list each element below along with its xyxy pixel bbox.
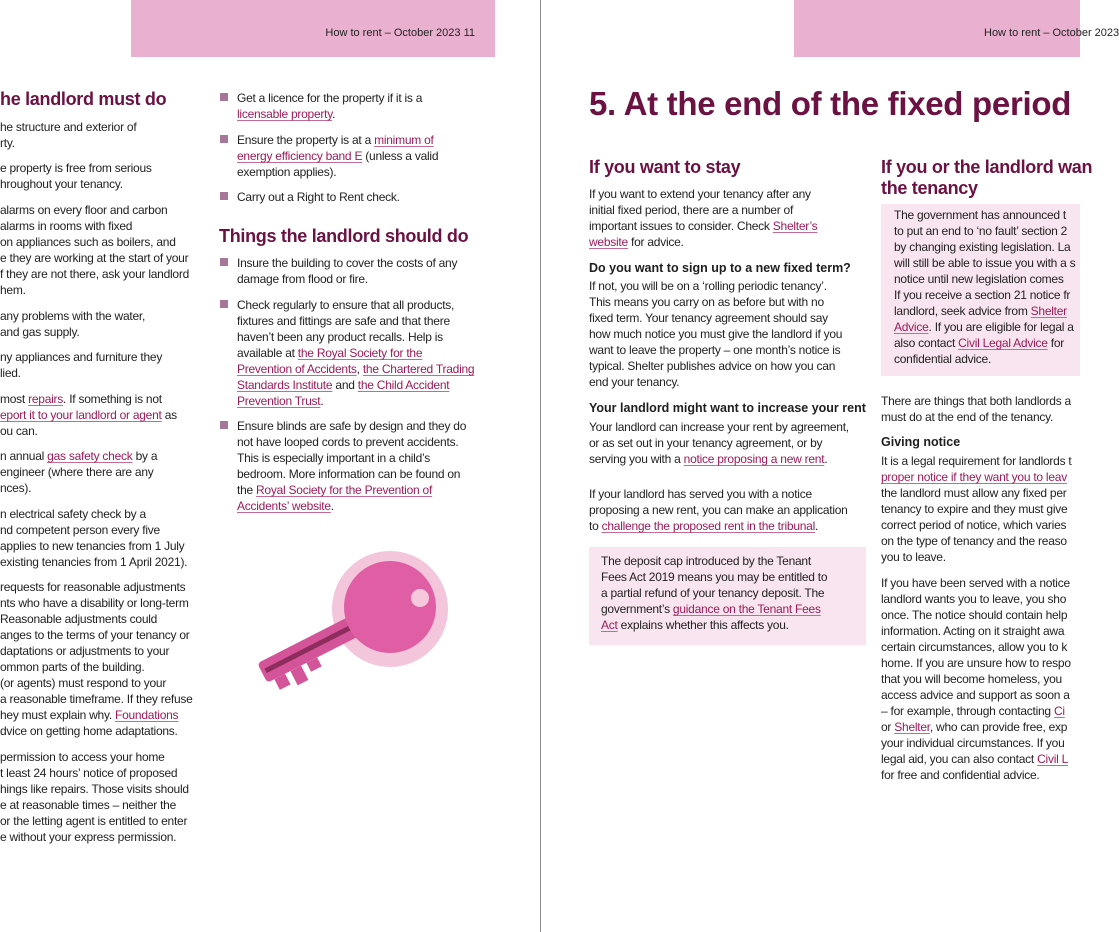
proper-notice-link[interactable]: proper notice if they want you to leav — [881, 470, 1067, 484]
tenant-fees-guidance-link[interactable]: guidance on the Tenant Fees — [672, 602, 821, 616]
paragraph: any problems with the water, and gas supply. — [0, 309, 146, 339]
tenant-fees-guidance-link[interactable]: Act — [601, 618, 618, 632]
paragraph: Your landlord can increase your rent by agreement, or as set out in your tenancy agreement, or by serving you with a notice proposing a new rent. — [589, 420, 849, 466]
bullet-text: Ensure the property is at a minimum of energy efficiency band E (unless a valid exemption applies). — [237, 133, 439, 179]
bullet-marker — [220, 421, 228, 429]
paragraph: e property is free from serious hroughout your tenancy. — [0, 161, 152, 191]
bullet-marker — [220, 135, 228, 143]
subheading: Do you want to sign up to a new fixed term? — [589, 261, 851, 275]
bullet-text: Carry out a Right to Rent check. — [237, 190, 400, 204]
shelter-website-link[interactable]: Shelter’s — [772, 219, 818, 233]
section-heading: If you or the landlord wan the tenancy — [881, 157, 1093, 198]
min-efficiency-link[interactable]: minimum of — [374, 133, 434, 147]
civil-legal-advice-link[interactable]: Civil L — [1037, 752, 1069, 766]
paragraph: If you have been served with a notice landlord wants you to leave, you sho once. The notice should contain help information. Acting on it straight awa certain circumstances, allow you to k home. If you are unsure how to respo that you will become homeless, you access advice and support as soon a – for example, through contacting Ci or Shelter, who can provide free, exp your individual circumstances. If you legal aid, you can also contact Civil L for free and confidential advice. — [881, 576, 1071, 782]
ctsi-link[interactable]: Standards Institute — [237, 378, 333, 392]
paragraph: most repairs. If something is not eport it to your landlord or agent as ou can. — [0, 392, 177, 438]
report-link[interactable]: eport it to your landlord or agent — [0, 408, 162, 422]
paragraph: n annual gas safety check by a engineer (where there are any nces). — [0, 449, 158, 495]
section-heading: he landlord must do — [0, 89, 167, 109]
bullet-text: Get a licence for the property if it is a licensable property. — [237, 91, 423, 121]
licensable-property-link[interactable]: licensable property — [237, 107, 333, 121]
bullet-marker — [220, 258, 228, 266]
right-header-band — [794, 0, 1119, 57]
notice-new-rent-link[interactable]: notice proposing a new rent — [683, 452, 825, 466]
rospa-link[interactable]: the Royal Society for the — [297, 346, 423, 360]
foundations-link[interactable]: Foundations — [115, 708, 179, 722]
subheading: Giving notice — [881, 435, 961, 449]
shelter-link[interactable]: Shelter — [894, 720, 930, 734]
paragraph: If your landlord has served you with a notice proposing a new rent, you can make an application to challenge the proposed rent in the tribunal. — [589, 487, 848, 533]
efficiency-band-link[interactable]: energy efficiency band E — [237, 149, 363, 163]
rospa-website-link[interactable]: Accidents’ website — [237, 499, 331, 513]
paragraph: It is a legal requirement for landlords t proper notice if they want you to leav the landlord must allow any fixed per tenancy to expire and they must give correct period of notice, which varies on the type of tenancy and the reaso you to leave. — [881, 454, 1072, 564]
running-head: How to rent – October 2023 11 — [325, 27, 475, 39]
paragraph: permission to access your home t least 24 hours’ notice of proposed hings like repairs. Those visits should e at reasonable times – neither the or the letting agent is entitled to enter e without your express permission. — [0, 750, 189, 844]
capt-link[interactable]: Prevention Trust — [237, 394, 321, 408]
paragraph: ny appliances and furniture they lied. — [0, 350, 163, 380]
callout-text: The government has announced t to put an end to ‘no fault’ section 2 by changing existing legislation. La will still be able to issue you with a s notice until new legislation comes If you receive a section 21 notice fr landlord, seek advice from Shelter Advice. If you are eligible for legal a also contact Civil Legal Advice for confidential advice. — [894, 208, 1076, 366]
shelter-website-link[interactable]: website — [589, 235, 628, 249]
page-divider — [540, 0, 541, 932]
paragraph: n electrical safety check by a nd competent person every five applies to new tenancies from 1 July existing tenancies from 1 April 2021). — [0, 507, 188, 569]
paragraph: If not, you will be on a ‘rolling periodic tenancy’. This means you carry on as before but with no fixed term. Your tenancy agreement should say how much notice you must give the landlord if you want to leave the property – one month’s notice is typical. Shelter publishes advice on how you can end your tenancy. — [589, 279, 843, 389]
shelter-link[interactable]: Shelter — [1030, 304, 1067, 318]
bullet-marker — [220, 192, 228, 200]
left-header-band — [131, 0, 495, 57]
bullet-text: Insure the building to cover the costs of any damage from flood or fire. — [237, 256, 458, 286]
callout-text: The deposit cap introduced by the Tenant Fees Act 2019 means you may be entitled to a partial refund of your tenancy deposit. The government’s guidance on the Tenant Fees Act explains whether this affects you. — [601, 554, 828, 632]
rospa-website-link[interactable]: Royal Society for the Prevention of — [256, 483, 433, 497]
bullet-text: Ensure blinds are safe by design and they do not have looped cords to prevent accidents. This is especially important in a child’s bedroom. More information can be found on the Royal Society for the Prevention of Accidents’ website. — [237, 419, 467, 513]
shelter-link[interactable]: Advice — [894, 320, 929, 334]
bullet-text: Check regularly to ensure that all products, fixtures and fittings are safe and that there haven’t been any product recalls. Help is available at the Royal Society for the Prevention of Accidents, the Chartered Trading Standards Institute and the Child Accident Prevention Trust. — [237, 298, 475, 408]
paragraph: If you want to extend your tenancy after any initial fixed period, there are a number of important issues to consider. Check Shelter’s website for advice. — [589, 187, 818, 249]
capt-link[interactable]: the Child Accident — [357, 378, 450, 392]
section-heading: If you want to stay — [589, 157, 741, 177]
bullet-marker — [220, 300, 228, 308]
gas-safety-link[interactable]: gas safety check — [47, 449, 133, 463]
subheading: Your landlord might want to increase your rent — [589, 401, 866, 415]
rospa-link[interactable]: Prevention of Accidents — [237, 362, 357, 376]
paragraph: There are things that both landlords a must do at the end of the tenancy. — [881, 394, 1071, 424]
paragraph: requests for reasonable adjustments nts who have a disability or long-term Reasonable adjustments could anges to the terms of your tenancy or daptations or adjustments to your ommon parts of the building. (or agents) must respond to your a reasonable timeframe. If they refuse hey must explain why. Foundations dvice on getting home adaptations. — [0, 580, 193, 738]
bullet-marker — [220, 93, 228, 101]
chapter-title: 5. At the end of the fixed period — [589, 85, 1072, 122]
paragraph: alarms on every floor and carbon alarms in rooms with fixed on appliances such as boilers, and e they are working at the start of your f they are not there, ask your landlord hem. — [0, 203, 190, 297]
citizens-advice-link[interactable]: Ci — [1053, 704, 1065, 718]
ctsi-link[interactable]: the Chartered Trading — [362, 362, 475, 376]
key-icon — [250, 555, 450, 680]
paragraph: he structure and exterior of rty. — [0, 120, 137, 150]
challenge-rent-link[interactable]: challenge the proposed rent in the tribunal — [601, 519, 815, 533]
repairs-link[interactable]: repairs — [28, 392, 64, 406]
running-head: How to rent – October 2023 — [984, 27, 1119, 39]
section-heading: Things the landlord should do — [219, 226, 469, 246]
civil-legal-advice-link[interactable]: Civil Legal Advice — [958, 336, 1048, 350]
